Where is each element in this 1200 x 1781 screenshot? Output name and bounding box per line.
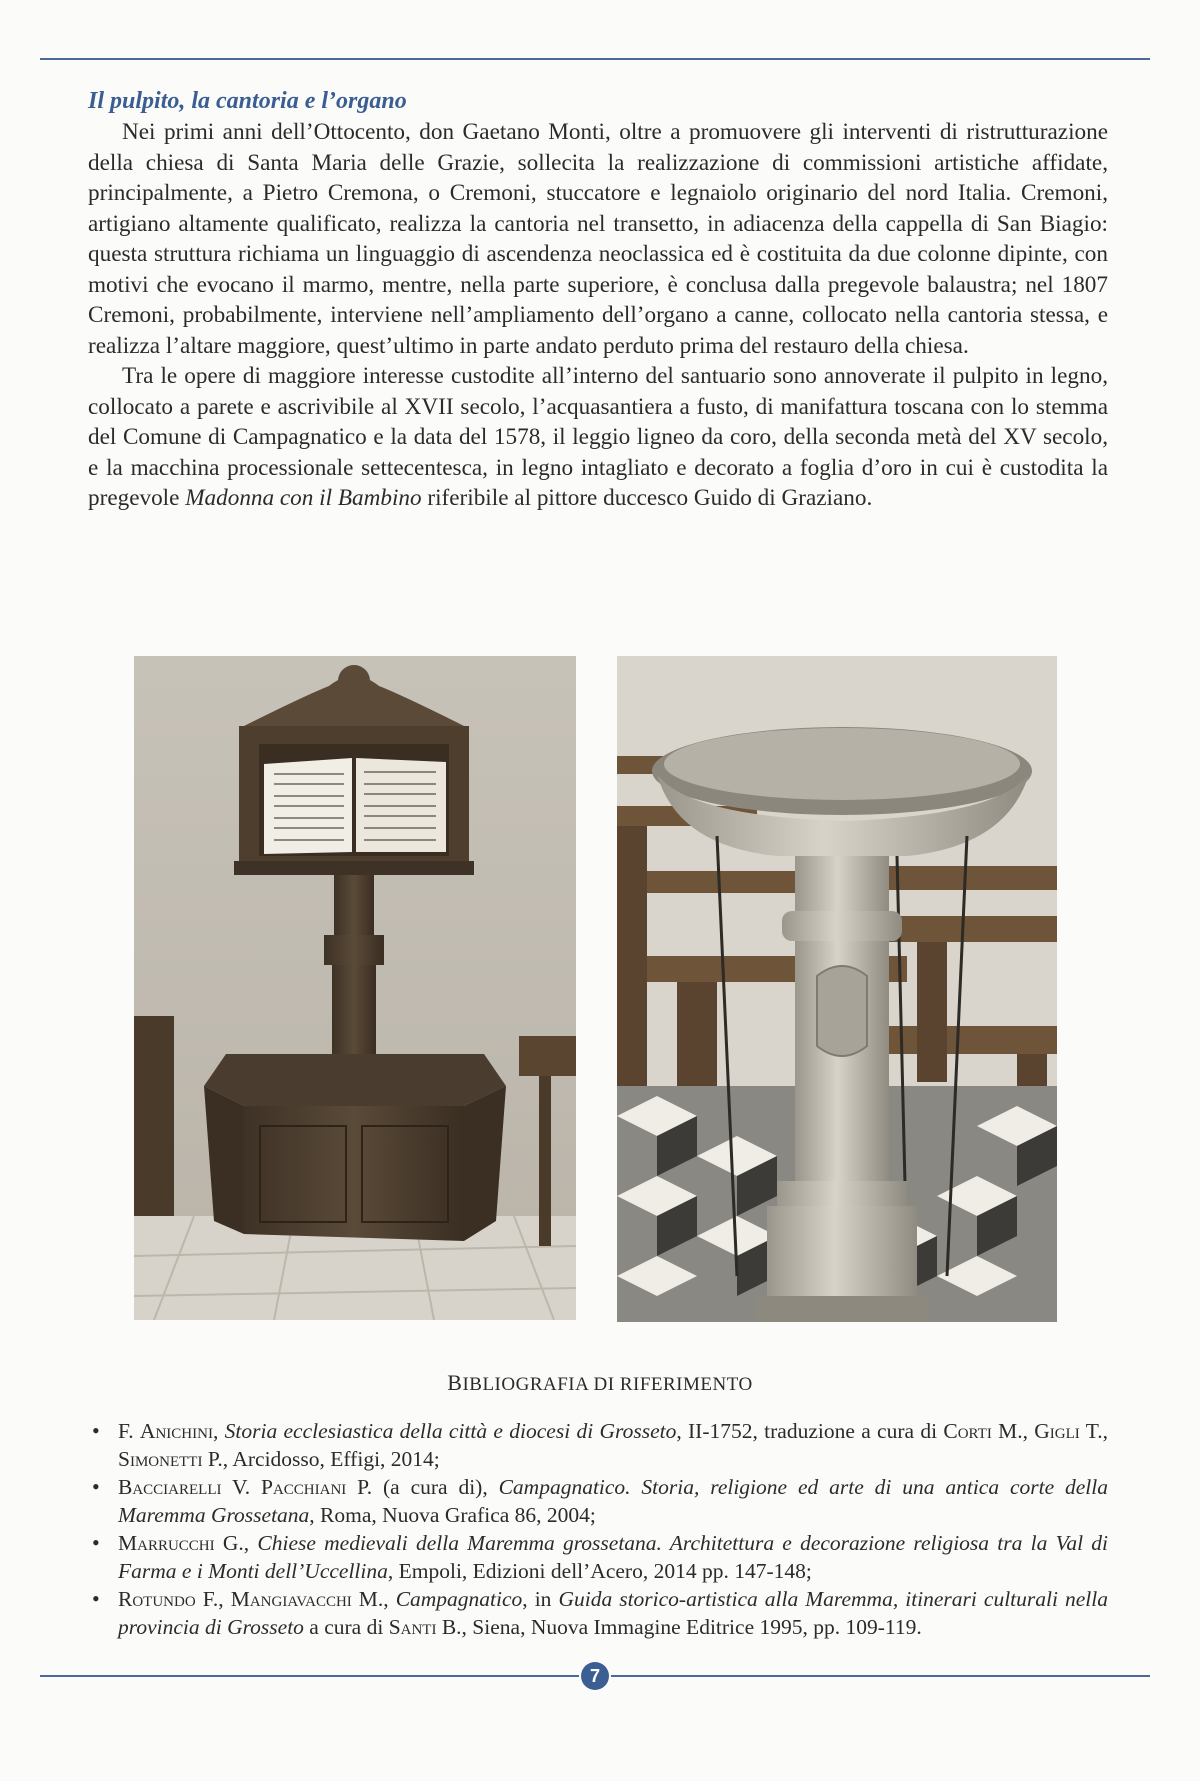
citation-text: P., Arcidosso, Effigi, 2014; <box>202 1447 440 1471</box>
author-surname: Bacciarelli <box>118 1475 222 1499</box>
paragraph-1: Nei primi anni dell’Ottocento, don Gaetano Monti, oltre a promuovere gli interventi di ristrutturazione della chiesa di Santa Maria delle Grazie, sollecita la realizzazione di commissioni artistiche affidate, principalmente, a Pietro Cremona, o Cremoni, stuccatore e legnaiolo originario del nord Italia. Cremoni, artigiano altamente qualificato, realizza la cantoria nel transetto, in adiacenza della cappella di San Biagio: questa struttura richiama un linguaggio di ascendenza neoclassica ed è costituita da due colonne dipinte, con motivi che evocano il marmo, mentre, nella parte superiore, è conclusa dalla pregevole balaustra; nel 1807 Cremoni, probabilmente, interviene nell’ampliamento dell’organo a canne, collocato nella cantoria stessa, e realizza l’altare maggiore, quest’ultimo in parte andato perduto prima del restauro della chiesa. <box>88 119 1108 359</box>
bibliography-list <box>88 1417 1108 1641</box>
holy-water-font-photo <box>617 656 1057 1322</box>
citation-text: , II-1752, traduzione a cura di <box>676 1419 944 1443</box>
author-surname: Pacchiani <box>261 1475 347 1499</box>
editor-surname: Corti <box>943 1419 992 1443</box>
citation-text: P. (a cura di), <box>346 1475 499 1499</box>
citation-text: , Empoli, Edizioni dell’Acero, 2014 pp. 147-148; <box>387 1559 812 1583</box>
citation-text: , Roma, Nuova Grafica 86, 2004; <box>309 1503 596 1527</box>
work-title: Storia ecclesiastica della città e diocesi di Grosseto <box>224 1419 677 1443</box>
citation-text: B., Siena, Nuova Immagine Editrice 1995, pp. 109-119. <box>436 1615 922 1639</box>
citation-text: T., <box>1079 1419 1108 1443</box>
bibliography-item <box>88 1417 1108 1473</box>
bibliography-item <box>88 1529 1108 1585</box>
top-rule <box>40 58 1150 60</box>
citation-text: M., <box>351 1587 396 1611</box>
photo-row <box>0 656 1200 1322</box>
author-initial: F. <box>118 1419 140 1443</box>
bibliography-item <box>88 1585 1108 1641</box>
paragraph-2-end: riferibile al pittore duccesco Guido di Graziano. <box>421 485 873 511</box>
paragraph-2 <box>88 361 1108 514</box>
author-surname: Mangiavacchi <box>230 1587 352 1611</box>
editor-surname: Gigli <box>1034 1419 1080 1443</box>
work-title: Guida storico-artistica alla Maremma, itinerari culturali nella provincia di Grosseto <box>118 1587 1108 1639</box>
citation-text: a cura di <box>303 1615 389 1639</box>
author-initial: F., <box>195 1587 231 1611</box>
editor-surname: Simonetti <box>118 1447 203 1471</box>
editor-surname: Santi <box>388 1615 437 1639</box>
work-title: Campagnatico <box>395 1587 523 1611</box>
citation-text: M., <box>991 1419 1035 1443</box>
bibliography-heading-rest: IBLIOGRAFIA DI RIFERIMENTO <box>462 1374 753 1395</box>
bibliography-heading-initial: B <box>447 1370 463 1395</box>
author-initial: G., <box>214 1531 258 1555</box>
bibliography-heading <box>0 1370 1200 1396</box>
citation-text: , in <box>522 1587 559 1611</box>
author-surname: Anichini <box>139 1419 213 1443</box>
paragraph-2-text: Tra le opere di maggiore interesse custodite all’interno del santuario sono annoverate il pulpito in legno, collocato a parete e ascrivibile al XVII secolo, l’acquasantiera a fusto, di manifattura toscana con lo stemma del Comune di Campagnatico e la data del 1578, il leggio ligneo da coro, della seconda metà del XV secolo, e la macchina processionale settecentesca, in legno intagliato e decorato a foglia d’oro in cui è custodita la pregevole <box>88 363 1108 511</box>
paragraph-2-italic: Madonna con il Bambino <box>185 485 422 511</box>
main-text <box>88 88 1108 514</box>
author-surname: Rotundo <box>118 1587 196 1611</box>
author-initial: V. <box>221 1475 261 1499</box>
work-title: Campagnatico. Storia, religione ed arte di una antica corte della Maremma Grossetana <box>118 1475 1108 1527</box>
page-number: 7 <box>581 1662 609 1690</box>
bibliography-item <box>88 1473 1108 1529</box>
separator: , <box>212 1419 225 1443</box>
lectern-photo <box>134 656 576 1320</box>
author-surname: Marrucchi <box>118 1531 215 1555</box>
work-title: Chiese medievali della Maremma grossetana. Architettura e decorazione religiosa tra la Val di Farma e i Monti dell’Uccellina <box>118 1531 1108 1583</box>
section-title: Il pulpito, la cantoria e l’organo <box>88 88 407 114</box>
